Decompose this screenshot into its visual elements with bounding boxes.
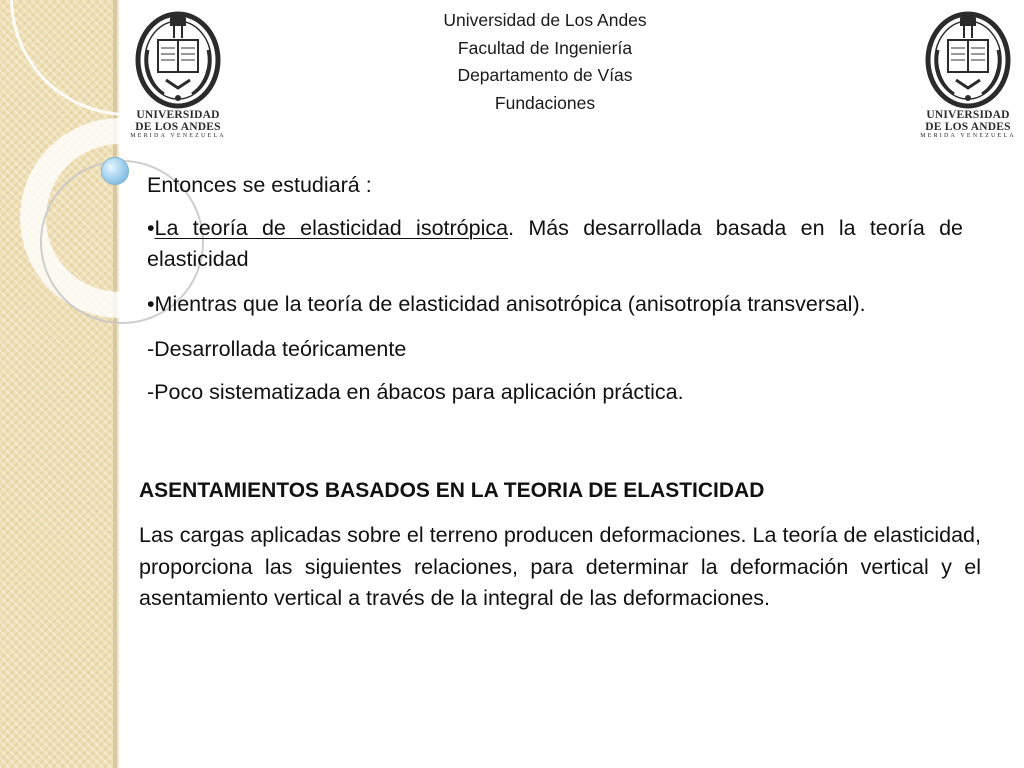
bullet-isotropic-rest: . Más desarrollada basada en la teoría de elasticidad [147,216,963,271]
logo-location: MERIDA VENEZUELA [130,133,226,140]
logo-name-line2: DE LOS ANDES [925,120,1011,133]
decorative-side-strip [0,0,113,768]
settlement-section [139,474,981,615]
strip-border-highlight [117,0,119,768]
bullet-anisotropic-text: Mientras que la teoría de elasticidad anisotrópica (anisotropía transversal). [154,292,866,316]
logo-location: MERIDA VENEZUELA [920,133,1016,140]
slide-header [380,7,710,117]
bullet-anisotropic [147,289,963,320]
header-department: Departamento de Vías [457,65,633,85]
logo-name-line1: UNIVERSIDAD [926,109,1010,121]
dash-item-systematized: -Poco sistematizada en ábacos para aplicación práctica. [147,380,684,404]
university-seal-icon [920,10,1016,110]
university-seal-icon [130,10,226,110]
bullet-isotropic-underlined: La teoría de elasticidad isotrópica [154,216,509,240]
section-title: ASENTAMIENTOS BASADOS EN LA TEORIA DE ELASTICIDAD [139,479,765,502]
bullet-isotropic [147,213,963,275]
dash-item-developed: -Desarrollada teóricamente [147,337,407,361]
header-faculty: Facultad de Ingeniería [457,37,633,58]
header-course: Fundaciones [494,92,596,113]
logo-name-line2: DE LOS ANDES [135,120,221,133]
intro-line: Entonces se estudiará : [147,173,372,197]
header-university: Universidad de Los Andes [443,10,647,30]
section-paragraph: Las cargas aplicadas sobre el terreno producen deformaciones. La teoría de elasticidad, proporciona las siguientes relaciones, para determinar la deformación vertical y el asentamiento vertical a través de la integral de las deformaciones. [139,523,981,610]
university-logo-left [130,10,226,139]
logo-name-line1: UNIVERSIDAD [136,109,220,121]
blue-dot-icon [101,157,129,185]
slide-body [147,170,963,422]
university-logo-right [920,10,1016,139]
bullet-marker: • [147,216,155,240]
bullet-marker: • [147,292,155,316]
